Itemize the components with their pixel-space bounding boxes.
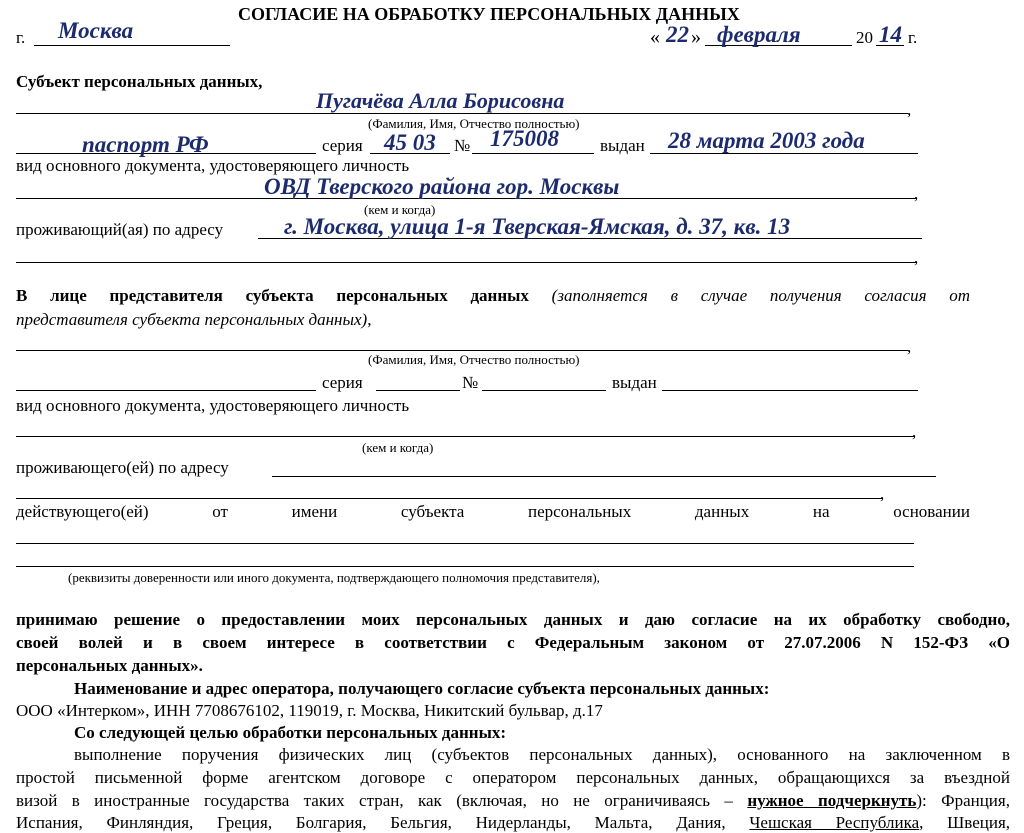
city-line (34, 45, 230, 46)
year-suffix: 14 (879, 22, 902, 47)
date-month: февраля (717, 22, 801, 47)
representative-heading-italic: (заполняется в случае получения согласия от (551, 286, 971, 305)
rep-issued-label: выдан (612, 373, 657, 392)
address-value: г. Москва, улица 1-я Тверская-Ямская, д. 37, кв. 13 (284, 214, 791, 239)
representative-heading-2 (16, 310, 371, 330)
rep-series-line (376, 390, 460, 391)
subject-name: Пугачёва Алла Борисовна (316, 88, 565, 113)
purpose-line-3 (16, 791, 1010, 811)
series-label: серия (322, 136, 363, 155)
acting-word: от (212, 502, 228, 521)
purpose-line-1: выполнение поручения физических лиц (субъектов персональных данных), основанного на заключенном в (74, 745, 1010, 764)
acting-word: основании (893, 502, 970, 521)
year-prefix: 20 (856, 28, 873, 47)
date-quote-open: « (650, 26, 660, 48)
purpose-line-4c: , Швеция, (919, 813, 1011, 832)
issued-date: 28 марта 2003 года (668, 128, 865, 153)
year-end: г. (908, 28, 918, 47)
acting-word: персональных (527, 502, 632, 521)
date-day: 22 (666, 22, 689, 47)
basis-line (16, 543, 914, 544)
purpose-line-3a: визой в иностранные государства таких стран, как (включая, но не ограничиваясь – (16, 791, 733, 810)
rep-address-line (272, 476, 936, 477)
representative-heading (16, 286, 970, 306)
acting-word: субъекта (400, 502, 465, 521)
number-label: № (454, 136, 471, 155)
doc-caption: вид основного документа, удостоверяющего личность (16, 156, 410, 175)
decision-line-1: принимаю решение о предоставлении моих персональных данных и даю согласие на их обработку свободно, (16, 610, 1010, 629)
city-prefix: г. (16, 28, 26, 47)
decision-line-3: персональных данных». (16, 656, 203, 675)
doc-type: паспорт РФ (82, 132, 209, 157)
purpose-line-2: простой письменной форме агентском договоре с оператором персональных данных, обращающихся за въездной (16, 768, 1010, 787)
subject-heading: Субъект персональных данных, (16, 72, 263, 91)
rep-issuer-caption: (кем и когда) (362, 440, 434, 455)
rep-doc-line (16, 390, 316, 391)
basis-caption (68, 570, 600, 586)
issuer-caption: (кем и когда) (364, 202, 436, 217)
rep-name-caption: (Фамилия, Имя, Отчество полностью) (368, 352, 580, 367)
rep-issuer-comma: , (912, 422, 917, 441)
rep-series-label: серия (322, 373, 363, 392)
acting-word: на (812, 502, 830, 521)
purpose-line-4a: Испания, Финляндия, Греция, Болгария, Бельгия, Нидерланды, Мальта, Дания, (16, 813, 726, 832)
basis-line-2 (16, 566, 914, 567)
representative-heading-end: , (367, 310, 372, 329)
operator-heading: Наименование и адрес оператора, получающего согласие субъекта персональных данных: (74, 679, 770, 698)
rep-name-comma: , (907, 337, 912, 356)
rep-doc-caption: вид основного документа, удостоверяющего личность (16, 396, 410, 415)
basis-comma: , (596, 570, 600, 585)
representative-heading-bold: В лице представителя субъекта персональных данных (16, 286, 529, 305)
address-comma: , (914, 248, 919, 267)
rep-issued-line (662, 390, 918, 391)
operator-text: ООО «Интерком», ИНН 7708676102, 119019, г. Москва, Никитский бульвар, д.17 (16, 701, 603, 720)
decision-line-2: своей волей и в своем интересе в соответствии с Федеральным законом от 27.07.2006 N 152-ФЗ «О (16, 633, 1010, 652)
rep-name-line (16, 350, 908, 351)
number-line (472, 153, 594, 154)
rep-number-label: № (462, 373, 479, 392)
series-value: 45 03 (384, 130, 436, 155)
address-line-2 (16, 262, 916, 263)
number-value: 175008 (490, 126, 559, 151)
basis-caption-text: (реквизиты доверенности или иного документа, подтверждающего полномочия представителя) (68, 570, 597, 585)
purpose-line-4b: Чешская Республика (749, 813, 920, 832)
acting-word: имени (291, 502, 338, 521)
purpose-line-1-indent (74, 745, 1010, 765)
rep-address-line-2 (16, 498, 882, 499)
purpose-line-3c: ): Франция, (916, 791, 1010, 810)
acting-word: данных (694, 502, 750, 521)
purpose-line-3b: нужное подчеркнуть (747, 791, 917, 810)
subject-name-caption: (Фамилия, Имя, Отчество полностью) (368, 116, 580, 131)
purpose-heading: Со следующей целью обработки персональных данных: (74, 723, 507, 742)
subject-name-comma: , (907, 100, 912, 119)
date-quote-close: » (691, 26, 701, 48)
address-label: проживающий(ая) по адресу (16, 220, 224, 239)
rep-number-line (482, 390, 606, 391)
issuer-comma: , (914, 184, 919, 203)
purpose-line-4 (16, 813, 1010, 833)
document-title: СОГЛАСИЕ НА ОБРАБОТКУ ПЕРСОНАЛЬНЫХ ДАННЫХ (238, 4, 740, 24)
representative-heading-italic-2: представителя субъекта персональных данных) (16, 310, 368, 329)
rep-address-comma: , (880, 484, 885, 503)
rep-address-label: проживающего(ей) по адресу (16, 458, 229, 477)
issued-label: выдан (600, 136, 645, 155)
city-value: Москва (58, 18, 134, 43)
acting-word: действующего(ей) (16, 502, 149, 521)
issuer-value: ОВД Тверского района гор. Москвы (264, 174, 620, 199)
acting-line (16, 502, 970, 522)
rep-issuer-line (16, 436, 914, 437)
